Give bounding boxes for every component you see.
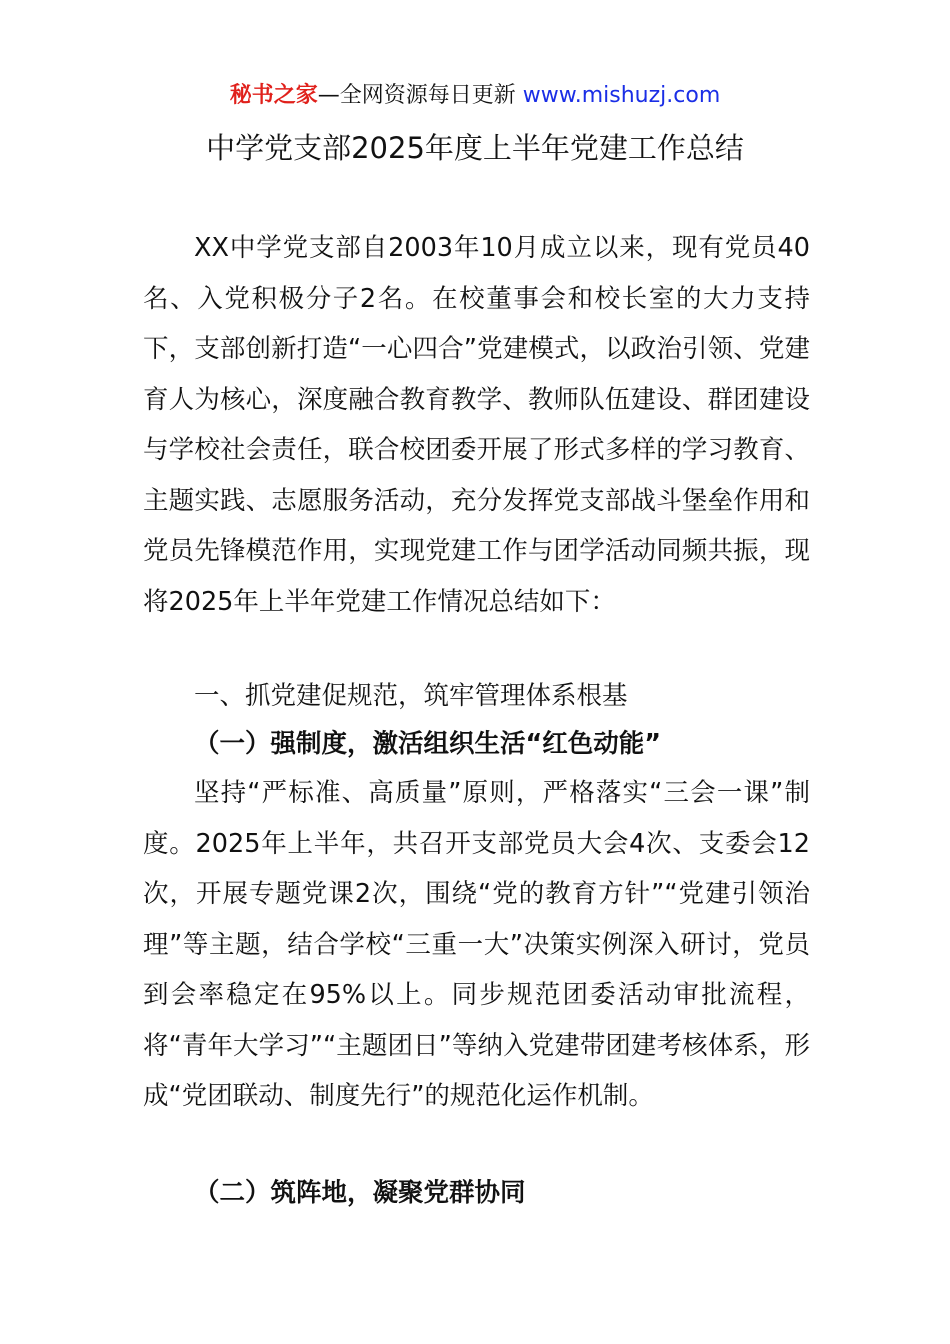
system-paragraph: 坚持“严标准、高质量”原则，严格落实“三会一课”制度。2025年上半年，共召开支部党员大会4次、支委会12次，开展专题党课2次，围绕“党的教育方针”“党建引领治理”等主题，结合学校“三重一大”决策实例深入研讨，党员到会率稳定在95%以上。同步规范团委活动审批流程，将“青年大学习”“主题团日”等纳入党建带团建考核体系，形成“党团联动、制度先行”的规范化运作机制。 — [143, 778, 810, 1111]
intro-paragraph: XX中学党支部自2003年10月成立以来，现有党员40名、入党积极分子2名。在校董事会和校长室的大力支持下，支部创新打造“一心四合”党建模式，以政治引领、党建育人为核心，深度融合教育教学、教师队伍建设、群团建设与学校社会责任，联合校团委开展了形式多样的学习教育、主题实践、志愿服务活动，充分发挥党支部战斗堡垒作用和党员先锋模范作用，实现党建工作与团学活动同频共振，现将2025年上半年党建工作情况总结如下： — [143, 233, 810, 617]
section-heading-1: 一、抓党建促规范，筑牢管理体系根基 — [194, 681, 628, 711]
site-header — [0, 80, 950, 112]
brand-name: 秘书之家 — [229, 83, 318, 108]
site-url-link[interactable]: www.mishuzj.com — [522, 83, 721, 108]
subsection-heading-2: （二）筑阵地，凝聚党群协同 — [194, 1178, 526, 1208]
document-title: 中学党支部2025年度上半年党建工作总结 — [206, 131, 744, 165]
subsection-heading-1: （一）强制度，激活组织生活“红色动能” — [194, 729, 662, 759]
header-tagline: —全网资源每日更新 — [317, 83, 516, 108]
